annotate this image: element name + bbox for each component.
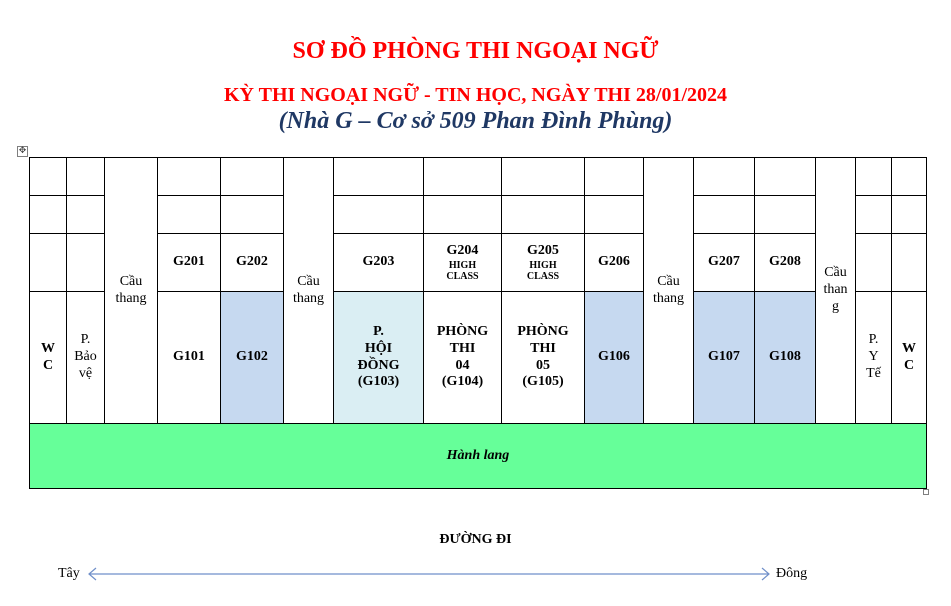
blank-cell — [502, 158, 585, 196]
blank-cell — [67, 196, 105, 234]
security-room: P. Bảo vệ — [67, 292, 105, 424]
room-g207: G207 — [694, 234, 755, 292]
room-g107: G107 — [694, 292, 755, 424]
blank-cell — [856, 234, 892, 292]
blank-cell — [585, 196, 644, 234]
wc-left: W C — [30, 292, 67, 424]
west-label: Tây — [58, 566, 80, 581]
blank-cell — [30, 158, 67, 196]
east-label: Đông — [776, 566, 808, 581]
room-map-table — [29, 157, 927, 489]
hallway: Hành lang — [30, 424, 927, 489]
blank-cell — [585, 158, 644, 196]
road-label: ĐƯỜNG ĐI — [439, 532, 512, 547]
table-resize-handle[interactable] — [923, 489, 929, 495]
blank-cell — [67, 234, 105, 292]
room-g205: G205 HIGH CLASS — [502, 234, 585, 292]
wc-right: W C — [892, 292, 927, 424]
room-g203: G203 — [334, 234, 424, 292]
blank-cell — [856, 158, 892, 196]
location-caption: (Nhà G – Cơ sở 509 Phan Đình Phùng) — [278, 108, 673, 134]
blank-cell — [694, 196, 755, 234]
blank-cell — [892, 234, 927, 292]
blank-cell — [502, 196, 585, 234]
blank-cell — [694, 158, 755, 196]
exam-subtitle: KỲ THI NGOẠI NGỮ - TIN HỌC, NGÀY THI 28/01/2024 — [223, 84, 728, 106]
staircase-c: Cầu thang — [644, 158, 694, 424]
blank-cell — [221, 196, 284, 234]
blank-cell — [30, 196, 67, 234]
table-move-handle-icon[interactable]: ✥ — [18, 146, 27, 156]
room-g208: G208 — [755, 234, 816, 292]
staircase-b: Cầu thang — [284, 158, 334, 424]
exam-room-g104: PHÒNG THI 04 (G104) — [424, 292, 502, 424]
blank-cell — [67, 158, 105, 196]
blank-cell — [30, 234, 67, 292]
blank-cell — [158, 158, 221, 196]
blank-cell — [158, 196, 221, 234]
blank-cell — [334, 196, 424, 234]
room-g101: G101 — [158, 292, 221, 424]
blank-cell — [221, 158, 284, 196]
direction-arrow-icon — [86, 566, 772, 582]
medical-room: P. Y Tế — [856, 292, 892, 424]
blank-cell — [424, 196, 502, 234]
room-g106: G106 — [585, 292, 644, 424]
room-g204: G204 HIGH CLASS — [424, 234, 502, 292]
staircase-a: Cầu thang — [105, 158, 158, 424]
blank-cell — [892, 158, 927, 196]
blank-cell — [755, 158, 816, 196]
council-room-g103: P. HỘI ĐỒNG (G103) — [334, 292, 424, 424]
blank-cell — [755, 196, 816, 234]
staircase-d: Cầu than g — [816, 158, 856, 424]
page-title: SƠ ĐỒ PHÒNG THI NGOẠI NGỮ — [292, 38, 659, 64]
room-g201: G201 — [158, 234, 221, 292]
blank-cell — [856, 196, 892, 234]
room-g108: G108 — [755, 292, 816, 424]
exam-room-g105: PHÒNG THI 05 (G105) — [502, 292, 585, 424]
blank-cell — [892, 196, 927, 234]
blank-cell — [424, 158, 502, 196]
blank-cell — [334, 158, 424, 196]
room-g206: G206 — [585, 234, 644, 292]
room-g102: G102 — [221, 292, 284, 424]
room-g202: G202 — [221, 234, 284, 292]
